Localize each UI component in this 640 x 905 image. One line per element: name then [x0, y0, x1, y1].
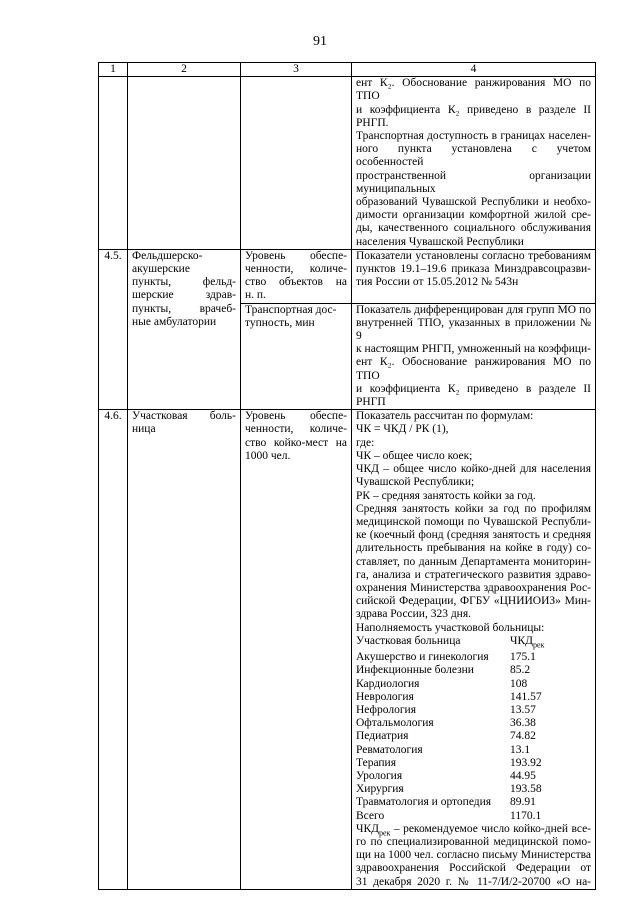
text-line: $ЧКД_{рек}$ – рекомендуемое число койко-дней все- — [356, 822, 591, 838]
text-line: ного пункта установлена с учетом особенностей — [356, 143, 591, 169]
cont-num-cell — [99, 77, 128, 250]
text-line: шерские здрав- — [132, 289, 236, 302]
text-line: димости организации комфортной жилой сре- — [356, 209, 591, 222]
text-line: длительность пребывания на койке в году) со- — [356, 542, 591, 555]
text-line: здравоохранения Российской Федерации от — [356, 862, 591, 875]
page-number: 91 — [313, 34, 327, 49]
text-line: ство объектов на — [245, 276, 347, 289]
bed-days-header-label: Участковая больница — [356, 634, 461, 647]
department-name: Травматология и ортопедия — [356, 796, 492, 809]
facility-name-cell — [128, 410, 241, 890]
text-line: га, анализа и стратегического развития здраво- — [356, 568, 591, 581]
text-line: Чувашской Республики; — [356, 476, 475, 489]
text-line: ды, качественного социального обслуживания — [356, 222, 591, 235]
text-line: ент К₂. Обоснование ранжирования МО по ТПО — [356, 77, 591, 103]
text-line: тия России от 15.05.2012 № 543н — [356, 276, 519, 289]
department-value: 36.38 — [510, 717, 536, 730]
text-line: внутренней ТПО, указанных в приложении № 9 — [356, 316, 591, 343]
department-value: 175.1 — [510, 651, 536, 664]
text-line: ченности, количе- — [245, 263, 347, 276]
bed-days-table — [356, 635, 591, 823]
header-cell-4: 4 — [352, 63, 596, 77]
department-value: 193.58 — [510, 783, 542, 796]
department-name: Кардиология — [356, 677, 420, 690]
cont-value-cell — [352, 77, 596, 250]
text-line: РНГП. — [356, 116, 389, 129]
department-value: 74.82 — [510, 730, 536, 743]
text-line: 1000 чел. — [245, 449, 291, 462]
department-name: Ревматология — [356, 743, 423, 756]
department-value: 13.1 — [510, 743, 531, 756]
text-line: РНГП — [356, 396, 386, 409]
text-line: РК – средняя занятость койки за год. — [356, 489, 536, 502]
department-value: 89.91 — [510, 796, 536, 809]
header-cell-2: 2 — [128, 63, 241, 77]
text-line: Показатели установлены согласно требованиям — [356, 249, 591, 262]
text-line: пространственной организации муниципальных — [356, 169, 591, 195]
cont-name-cell — [128, 77, 241, 250]
department-value: 85.2 — [510, 664, 531, 677]
row-number: 4.5. — [99, 249, 128, 409]
text-line: н. п. — [245, 289, 266, 302]
department-name: Неврология — [356, 690, 414, 703]
text-line: акушерские — [132, 263, 190, 276]
text-line: го по специализированной медицинской помо- — [356, 836, 591, 849]
department-name: Хирургия — [356, 783, 404, 796]
indicator-cell — [241, 249, 352, 303]
text-line: Участковая боль- — [132, 410, 236, 423]
text-line: и коэффициента К₂ приведено в разделе II — [356, 382, 591, 395]
text-line: щи на 1000 чел. согласно письму Министерства — [356, 849, 591, 862]
bed-days-header-value: $ЧКД_{рек}$ — [510, 634, 545, 650]
text-line: пункты, фельд- — [132, 276, 236, 289]
text-line: охранения Министерства здравоохранения Рос- — [356, 581, 591, 594]
text-line: пункты, врачеб- — [132, 302, 236, 315]
header-cell-3: 3 — [241, 63, 352, 77]
text-line: образований Чувашской Республики и необхо- — [356, 196, 591, 209]
text-line: и коэффициента К₂ приведено в разделе II — [356, 103, 591, 116]
value-cell — [352, 410, 596, 890]
text-line: Фельдшерско- — [132, 249, 203, 262]
row-number: 4.6. — [99, 410, 128, 890]
text-line: тупность, мин — [245, 316, 315, 329]
text-line: ке (коечный фонд (средняя занятость и средняя — [356, 529, 591, 542]
table-row-4-6 — [99, 410, 596, 890]
text-line: Средняя занятость койки за год по профилям — [356, 502, 591, 515]
text-line: Транспортная доступность в границах населен- — [356, 130, 591, 143]
text-line: где: — [356, 436, 375, 449]
text-line: Показатель рассчитан по формулам: — [356, 410, 534, 423]
table-row-4-5a — [99, 249, 596, 303]
formula-line: ЧК = ЧКД / РК (1), — [356, 423, 449, 436]
text-line: здрава России, 323 дня. — [356, 608, 472, 621]
department-name: Педиатрия — [356, 730, 409, 743]
text-line: Наполняемость участковой больницы: — [356, 621, 545, 634]
department-name: Акушерство и гинекология — [356, 651, 489, 664]
text-line: Уровень обеспе- — [245, 249, 347, 262]
facility-name-cell — [128, 249, 241, 409]
text-line: ство койко-мест на — [245, 436, 347, 449]
department-value: 13.57 — [510, 704, 536, 717]
table-header-row — [99, 63, 596, 77]
text-line: 31 декабря 2020 г. № 11-7/И/2-20700 «О на- — [356, 875, 591, 888]
text-line: ЧК – общее число коек; — [356, 449, 473, 462]
indicator-cell — [241, 303, 352, 410]
department-value: 44.95 — [510, 770, 536, 783]
department-value: 141.57 — [510, 690, 542, 703]
text-line: ные амбулатории — [132, 315, 217, 328]
text-line: ент К₂. Обоснование ранжирования МО по ТПО — [356, 356, 591, 382]
text-line: сийской Федерации, ФГБУ «ЦНИИОИЗ» Мин- — [356, 595, 591, 608]
text-line: ница — [132, 423, 156, 436]
text-line: ЧКД – общее число койко-дней для населения — [356, 463, 591, 476]
value-cell — [352, 249, 596, 303]
text-line: Транспортная дос- — [245, 303, 337, 316]
department-name: Терапия — [356, 756, 396, 769]
text-line: ставляет, по данным Департамента мониторин- — [356, 555, 591, 568]
department-value: 108 — [510, 677, 528, 690]
department-name: Офтальмология — [356, 717, 434, 730]
text-line: к настоящим РНГП, умноженный на коэффици- — [356, 343, 591, 356]
department-value: 193.92 — [510, 756, 542, 769]
text-line: Показатель дифференцирован для групп МО по — [356, 303, 591, 316]
department-name: Инфекционные болезни — [356, 664, 474, 677]
text-line: медицинской помощи по Чувашской Республи- — [356, 515, 591, 528]
department-name: Урология — [356, 770, 403, 783]
table-row-continuation — [99, 77, 596, 250]
text-line: населения Чувашской Республики — [356, 235, 524, 248]
department-total-label: Всего — [356, 809, 385, 822]
document-table — [98, 62, 596, 890]
value-cell — [352, 303, 596, 410]
indicator-cell — [241, 410, 352, 890]
department-name: Нефрология — [356, 704, 416, 717]
department-total-value: 1170.1 — [510, 809, 542, 822]
header-cell-1: 1 — [99, 63, 128, 77]
text-line: пунктов 19.1–19.6 приказа Минздравсоцразви- — [356, 263, 591, 276]
cont-indicator-cell — [241, 77, 352, 250]
text-line: Уровень обеспе- — [245, 410, 347, 423]
text-line: ченности, количе- — [245, 423, 347, 436]
